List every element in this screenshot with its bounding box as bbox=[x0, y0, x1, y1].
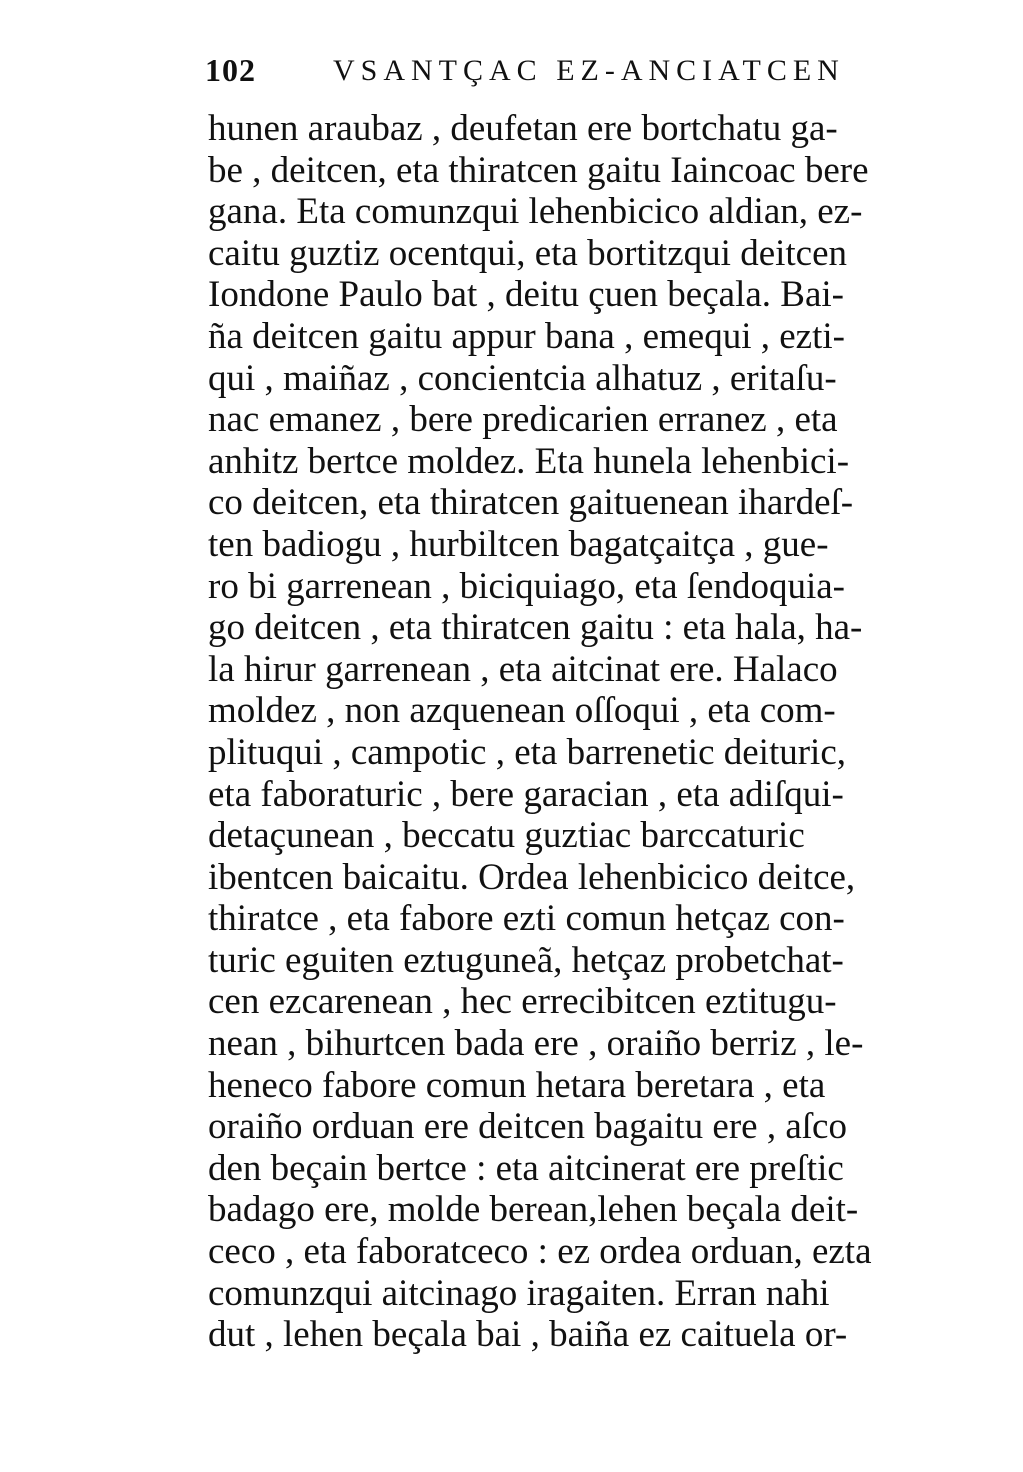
text-line: ceco , eta faboratceco : ez ordea orduan, ezta bbox=[208, 1231, 872, 1273]
text-line: nac emanez , bere predicarien erranez , eta bbox=[208, 399, 838, 441]
text-line: badago ere, molde berean,lehen beçala deit- bbox=[208, 1189, 859, 1231]
text-line: moldez , non azquenean oſſoqui , eta com- bbox=[208, 690, 836, 732]
text-line: co deitcen, eta thiratcen gaituenean ihardeſ- bbox=[208, 482, 854, 524]
text-line: hunen araubaz , deufetan ere bortchatu ga- bbox=[208, 108, 838, 149]
text-line: heneco fabore comun hetara beretara , eta bbox=[208, 1064, 826, 1106]
text-line: gana. Eta comunzqui lehenbicico aldian, ez- bbox=[208, 191, 863, 233]
text-line: dut , lehen beçala bai , baiña ez caituela or- bbox=[208, 1314, 848, 1356]
page-number: 102 bbox=[205, 52, 256, 88]
text-line: ña deitcen gaitu appur bana , emequi , ezti- bbox=[208, 315, 845, 357]
text-line: plituqui , campotic , eta barrenetic deituric, bbox=[208, 731, 846, 773]
text-line: la hirur garrenean , eta aitcinat ere. Halaco bbox=[208, 648, 838, 690]
text-line: comunzqui aitcinago iragaiten. Erran nahi bbox=[208, 1272, 830, 1314]
text-line: nean , bihurtcen bada ere , oraiño berriz , le- bbox=[208, 1023, 864, 1065]
text-line: cen ezcarenean , hec errecibitcen eztitugu- bbox=[208, 981, 837, 1023]
running-title: VSANTÇAC EZ-ANCIATCEN bbox=[333, 54, 845, 87]
text-line: qui , maiñaz , concientcia alhatuz , eritaſu- bbox=[208, 357, 837, 399]
text-line: den beçain bertce : eta aitcinerat ere preſtic bbox=[208, 1147, 844, 1189]
text-line: ten badiogu , hurbiltcen bagatçaitça , gue- bbox=[208, 523, 829, 565]
text-line: eta faboraturic , bere garacian , eta adiſqui- bbox=[208, 773, 844, 815]
text-line: be , deitcen, eta thiratcen gaitu Iaincoac bere bbox=[208, 149, 869, 191]
text-line: ibentcen baicaitu. Ordea lehenbicico deitce, bbox=[208, 856, 856, 898]
text-line: anhitz bertce moldez. Eta hunela lehenbici- bbox=[208, 440, 850, 482]
text-line: ro bi garrenean , biciquiago, eta ſendoquia- bbox=[208, 565, 845, 607]
text-line: caitu guztiz ocentqui, eta bortitzqui deitcen bbox=[208, 232, 848, 274]
body-text bbox=[208, 108, 928, 1356]
text-line: Iondone Paulo bat , deitu çuen beçala. Bai- bbox=[208, 274, 844, 316]
text-line: detaçunean , beccatu guztiac barccaturic bbox=[208, 815, 805, 857]
text-line: go deitcen , eta thiratcen gaitu : eta hala, ha- bbox=[208, 607, 863, 649]
running-head bbox=[205, 52, 845, 102]
text-line: oraiño orduan ere deitcen bagaitu ere , aſco bbox=[208, 1106, 847, 1148]
text-line: thiratce , eta fabore ezti comun hetçaz con- bbox=[208, 898, 845, 940]
text-line: turic eguiten eztuguneã, hetçaz probetchat- bbox=[208, 939, 844, 981]
